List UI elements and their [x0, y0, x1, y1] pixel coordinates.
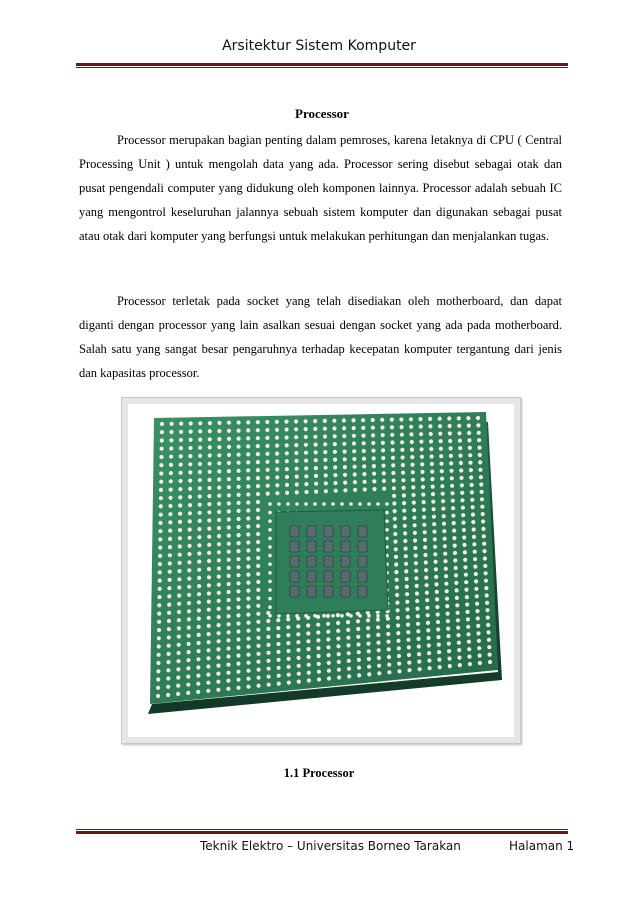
figure-frame [121, 397, 521, 744]
page-header-title: Arsitektur Sistem Komputer [222, 38, 416, 54]
footer-rule [76, 829, 568, 834]
footer-page-number: Halaman 1 [509, 839, 575, 853]
header-rule [76, 63, 568, 68]
processor-image [128, 404, 514, 737]
paragraph-2: Processor terletak pada socket yang telah disediakan oleh motherboard, dan dapat diganti dengan processor yang lain asalkan sesuai dengan socket yang ada pada motherboard. Salah satu yang sangat besar pengaruhnya terhadap kecepatan komputer tergantung dari jenis dan kapasitas processor. [79, 294, 562, 380]
footer-institution: Teknik Elektro – Universitas Borneo Tarakan [200, 839, 461, 853]
paragraph-1: Processor merupakan bagian penting dalam pemroses, karena letaknya di CPU ( Central Processing Unit ) untuk mengolah data yang ada. Processor sering disebut sebagai otak dan pusat pengendali computer yang didukung oleh komponen lainnya. Processor adalah sebuah IC yang mengontrol keseluruhan jalannya sebuah sistem komputer dan digunakan sebagai pusat atau otak dari komputer yang berfungsi untuk melakukan perhitungan dan menjalankan tugas. [79, 133, 562, 243]
figure-caption: 1.1 Processor [283, 766, 355, 780]
processor-chip-illustration [128, 404, 514, 737]
section-title: Processor [295, 106, 349, 121]
